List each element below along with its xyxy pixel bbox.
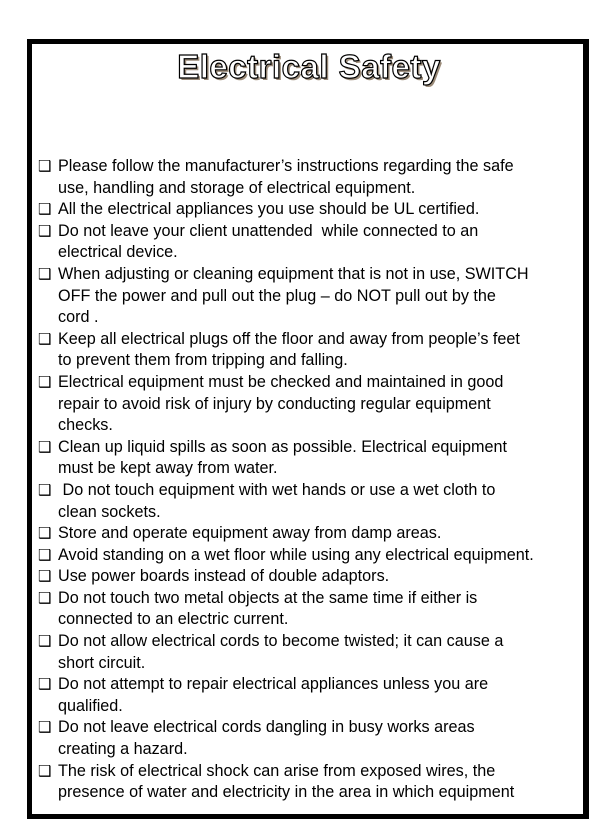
- list-item: [38, 631, 598, 674]
- checkbox-square-icon: ❑: [38, 588, 52, 607]
- list-item-text: Do not touch equipment with wet hands or use a wet cloth to clean sockets.: [58, 480, 496, 521]
- list-item-text: All the electrical appliances you use should be UL certified.: [58, 200, 480, 219]
- checkbox-square-icon: ❑: [38, 761, 52, 780]
- list-item: [38, 588, 598, 631]
- list-item: [38, 156, 598, 199]
- list-item-text: Keep all electrical plugs off the floor and away from people’s feet to prevent them from tripping and falling.: [58, 329, 520, 370]
- list-item: [38, 545, 598, 567]
- list-item: [38, 264, 598, 329]
- checkbox-square-icon: ❑: [38, 718, 52, 737]
- list-item: [38, 480, 598, 523]
- list-item-text: Clean up liquid spills as soon as possible. Electrical equipment must be kept away from water.: [58, 437, 507, 478]
- list-item-text: Do not touch two metal objects at the same time if either is connected to an electric current.: [58, 588, 478, 629]
- checkbox-square-icon: ❑: [38, 524, 52, 543]
- checkbox-square-icon: ❑: [38, 264, 52, 283]
- checkbox-square-icon: ❑: [38, 372, 52, 391]
- list-item: [38, 566, 598, 588]
- checkbox-square-icon: ❑: [38, 221, 52, 240]
- list-item-text: Use power boards instead of double adaptors.: [58, 567, 390, 586]
- checkbox-square-icon: ❑: [38, 480, 52, 499]
- list-item-text: Store and operate equipment away from damp areas.: [58, 524, 442, 543]
- checkbox-square-icon: ❑: [38, 329, 52, 348]
- list-item-text: Do not attempt to repair electrical appliances unless you are qualified.: [58, 675, 489, 715]
- list-item: [38, 717, 598, 760]
- list-item-text: Avoid standing on a wet floor while using any electrical equipment.: [58, 545, 534, 564]
- list-item-text: Do not allow electrical cords to become twisted; it can cause a short circuit.: [58, 632, 504, 672]
- list-item-text: Electrical equipment must be checked and maintained in good repair to avoid risk of injury by conducting regular equipment checks.: [58, 372, 504, 435]
- checkbox-square-icon: ❑: [38, 157, 52, 175]
- list-item: [38, 761, 598, 804]
- safety-rules-list: [38, 156, 598, 804]
- list-item: [38, 437, 598, 480]
- checkbox-square-icon: ❑: [38, 437, 52, 456]
- checkbox-square-icon: ❑: [38, 632, 52, 651]
- page-title: Electrical Safety: [177, 48, 441, 85]
- list-item-text: Do not leave electrical cords dangling in busy works areas creating a hazard.: [58, 718, 475, 759]
- checkbox-square-icon: ❑: [38, 545, 52, 564]
- list-item-text: Please follow the manufacturer’s instructions regarding the safe use, handling and storage of electrical equipment.: [58, 157, 514, 197]
- checkbox-square-icon: ❑: [38, 567, 52, 586]
- list-item: [38, 329, 598, 372]
- list-item: [38, 523, 598, 545]
- checkbox-square-icon: ❑: [38, 675, 52, 694]
- list-item-text: When adjusting or cleaning equipment that is not in use, SWITCH OFF the power and pull out the plug – do NOT pull out by the cord .: [58, 264, 529, 327]
- list-item: [38, 372, 598, 437]
- list-item-text: The risk of electrical shock can arise from exposed wires, the presence of water and electricity in the area in which equipment: [58, 761, 515, 802]
- list-item: [38, 674, 598, 717]
- list-item-text: Do not leave your client unattended while connected to an electrical device.: [58, 221, 479, 262]
- checkbox-square-icon: ❑: [38, 200, 52, 219]
- list-item: [38, 199, 598, 221]
- list-item: [38, 221, 598, 264]
